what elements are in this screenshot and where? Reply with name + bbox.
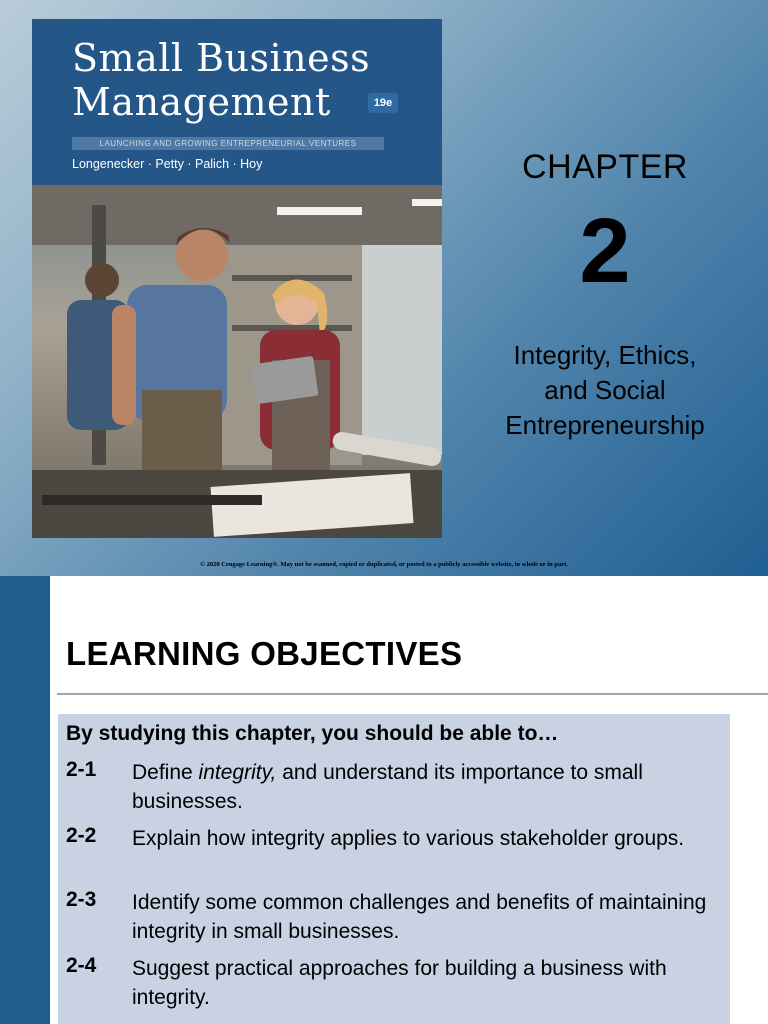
objective-number: 2-4 <box>66 954 97 977</box>
objective-text-part: Suggest practical approaches for building a business with integrity. <box>132 957 667 1009</box>
objective-text-part: Define <box>132 761 199 784</box>
chapter-title-line3: Entrepreneurship <box>505 410 705 440</box>
cover-header <box>32 19 442 185</box>
side-accent-bar <box>0 576 50 1024</box>
objective-text <box>132 824 716 853</box>
objective-text <box>132 758 716 816</box>
slide-heading: LEARNING OBJECTIVES <box>66 635 463 672</box>
cover-title-line2: Management <box>72 80 331 124</box>
objective-item <box>66 888 716 946</box>
objective-text-part: Explain how integrity applies to various stakeholder groups. <box>132 827 685 850</box>
chapter-title <box>470 338 740 443</box>
cover-authors: Longenecker · Petty · Palich · Hoy <box>72 157 263 171</box>
book-cover <box>32 19 442 538</box>
objectives-list <box>66 758 716 1020</box>
workshop-photo-illustration <box>32 185 442 538</box>
objective-number: 2-1 <box>66 758 97 781</box>
chapter-title-line1: Integrity, Ethics, <box>513 340 697 370</box>
cover-photo <box>32 185 442 538</box>
objective-item <box>66 824 716 880</box>
objective-text-part: Identify some common challenges and benefits of maintaining integrity in small businesses. <box>132 891 707 943</box>
objective-text-part: and understand its importance to small businesses. <box>132 761 643 813</box>
chapter-label: CHAPTER <box>522 148 688 186</box>
learning-objectives-slide <box>0 576 768 1024</box>
objective-item <box>66 758 716 816</box>
cover-title-line1: Small Business <box>72 36 371 80</box>
copyright-notice: © 2020 Cengage Learning®. May not be scanned, copied or duplicated, or posted to a publicly accessible website, in whole or in part. <box>200 561 568 568</box>
objective-emphasis: integrity, <box>198 761 277 784</box>
objective-text <box>132 888 716 946</box>
objective-number: 2-2 <box>66 824 97 847</box>
chapter-title-line2: and Social <box>544 375 666 405</box>
objective-number: 2-3 <box>66 888 97 911</box>
objective-text <box>132 954 716 1012</box>
chapter-number: 2 <box>579 200 631 302</box>
objective-item <box>66 954 716 1012</box>
objectives-box <box>58 714 730 1024</box>
edition-badge: 19e <box>368 93 398 113</box>
cover-subtitle: LAUNCHING AND GROWING ENTREPRENEURIAL VENTURES <box>72 137 384 150</box>
heading-divider <box>57 693 768 695</box>
objectives-intro: By studying this chapter, you should be able to… <box>66 722 559 745</box>
